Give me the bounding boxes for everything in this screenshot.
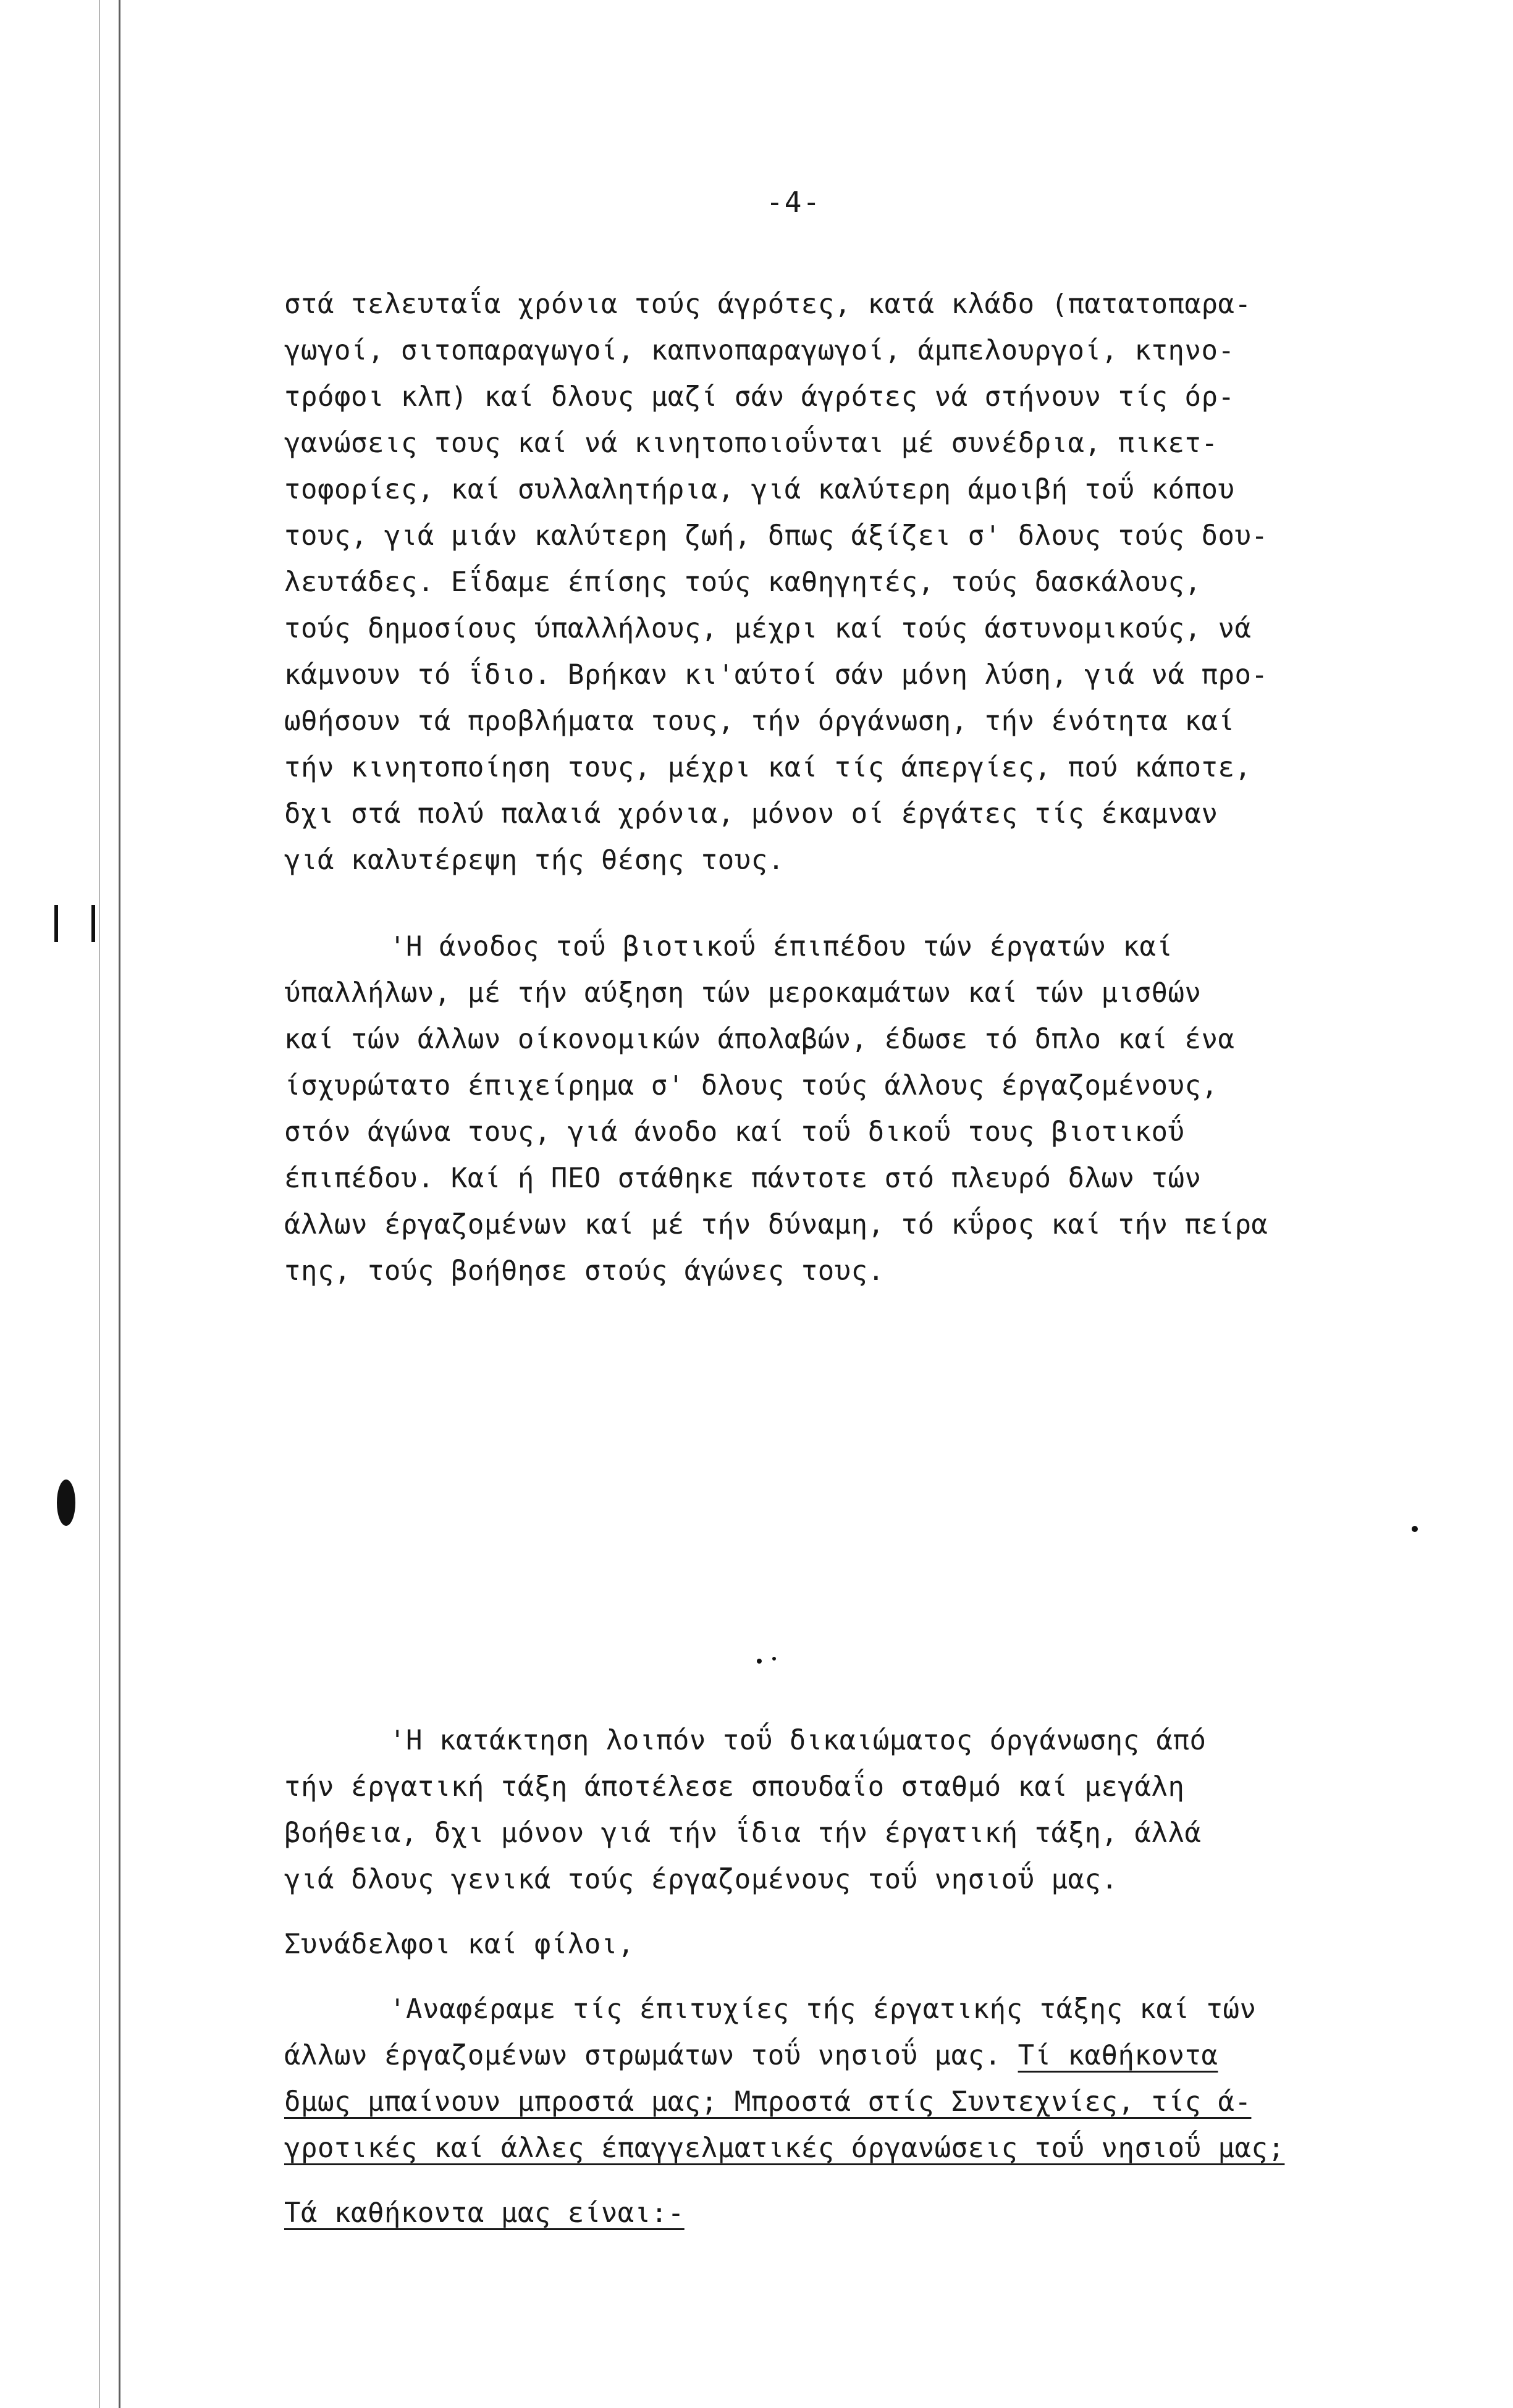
- text-line: τήν κινητοποίηση τους, μέχρι καί τίς άπεργίες, πού κάποτε,: [284, 752, 1252, 783]
- text-line: γιά δλους γενικά τούς έργαζομένους τοΰ νησιοΰ μας.: [284, 1864, 1118, 1895]
- text-line: τοφορίες, καί συλλαλητήρια, γιά καλύτερη άμοιβή τοΰ κόπου: [284, 474, 1235, 505]
- text-line: 'Αναφέραμε τίς έπιτυχίες τής έργατικής τάξης καί τών: [389, 1993, 1257, 2025]
- paragraph-3: [284, 1717, 1433, 2236]
- underlined-text-line: γροτικές καί άλλες έπαγγελματικές όργανώσεις τοΰ νησιοΰ μας;: [284, 2132, 1285, 2164]
- speck-mark: [757, 1659, 762, 1664]
- text-line: ωθήσουν τά προβλήματα τους, τήν όργάνωση, τήν ένότητα καί: [284, 705, 1235, 737]
- text-line: ίσχυρώτατο έπιχείρημα σ' δλους τούς άλλους έργαζομένους,: [284, 1070, 1218, 1101]
- text-line: ύπαλλήλων, μέ τήν αύξηση τών μεροκαμάτων καί τών μισθών: [284, 977, 1202, 1009]
- text-line: τήν έργατική τάξη άποτέλεσε σπουδαΐο σταθμό καί μεγάλη: [284, 1771, 1185, 1803]
- text-line: λευτάδες. Εΐδαμε έπίσης τούς καθηγητές, τούς δασκάλους,: [284, 566, 1202, 598]
- text-line: 'Η άνοδος τοΰ βιοτικοΰ έπιπέδου τών έργατών καί: [389, 931, 1173, 962]
- text-line: βοήθεια, δχι μόνον γιά τήν ΐδια τήν έργατική τάξη, άλλά: [284, 1817, 1202, 1849]
- paragraph-1: [284, 281, 1433, 883]
- text-line: στόν άγώνα τους, γιά άνοδο καί τοΰ δικοΰ τους βιοτικοΰ: [284, 1116, 1185, 1148]
- text-line: έπιπέδου. Καί ή ΠΕΟ στάθηκε πάντοτε στό πλευρό δλων τών: [284, 1163, 1202, 1194]
- text-line: γανώσεις τους καί νά κινητοποιοΰνται μέ συνέδρια, πικετ-: [284, 427, 1218, 459]
- salutation: Συνάδελφοι καί φίλοι,: [284, 1929, 634, 1960]
- text-line: [284, 2032, 1433, 2079]
- text-line: γωγοί, σιτοπαραγωγοί, καπνοπαραγωγοί, άμπελουργοί, κτηνο-: [284, 335, 1235, 366]
- text-line: τούς δημοσίους ύπαλλήλους, μέχρι καί τούς άστυνομικούς, νά: [284, 613, 1252, 644]
- text-line: άλλων έργαζομένων καί μέ τήν δύναμη, τό κΰρος καί τήν πείρα: [284, 1209, 1268, 1240]
- closing-heading: Τά καθήκοντα μας είναι:-: [284, 2197, 685, 2229]
- speck-mark: [772, 1657, 776, 1661]
- punch-hole-left-mark: [54, 905, 58, 942]
- text-line: κάμνουν τό ΐδιο. Βρήκαν κι'αύτοί σάν μόνη λύση, γιά νά προ-: [284, 659, 1268, 691]
- text-line: τρόφοι κλπ) καί δλους μαζί σάν άγρότες νά στήνουν τίς όρ-: [284, 381, 1235, 413]
- underlined-text-segment: Τί καθήκοντα: [1018, 2040, 1218, 2071]
- text-line: γιά καλυτέρεψη τής θέσης τους.: [284, 844, 785, 876]
- text-line: στά τελευταΐα χρόνια τούς άγρότες, κατά κλάδο (πατατοπαρα-: [284, 288, 1252, 320]
- text-segment: άλλων έργαζομένων στρωμάτων τοΰ νησιοΰ μας.: [284, 2040, 1018, 2071]
- text-line: της, τούς βοήθησε στούς άγώνες τους.: [284, 1255, 885, 1287]
- underlined-text-line: δμως μπαίνουν μπροστά μας; Μπροστά στίς Συντεχνίες, τίς ά-: [284, 2086, 1252, 2118]
- left-binding-edge: [119, 0, 120, 2408]
- text-line: καί τών άλλων οίκονομικών άπολαβών, έδωσε τό δπλο καί ένα: [284, 1024, 1235, 1055]
- text-line: δχι στά πολύ παλαιά χρόνια, μόνον οί έργάτες τίς έκαμναν: [284, 798, 1218, 830]
- paragraph-2: [284, 924, 1433, 1294]
- punch-hole-right-mark: [91, 905, 95, 942]
- punch-hole-dark-mark: [57, 1480, 75, 1526]
- text-line: τους, γιά μιάν καλύτερη ζωή, δπως άξίζει σ' δλους τούς δου-: [284, 520, 1268, 552]
- text-line: 'Η κατάκτηση λοιπόν τοΰ δικαιώματος όργάνωσης άπό: [389, 1725, 1207, 1756]
- page-number: -4-: [766, 185, 822, 219]
- left-margin-shadow: [99, 0, 100, 2408]
- speck-mark: [1412, 1526, 1418, 1532]
